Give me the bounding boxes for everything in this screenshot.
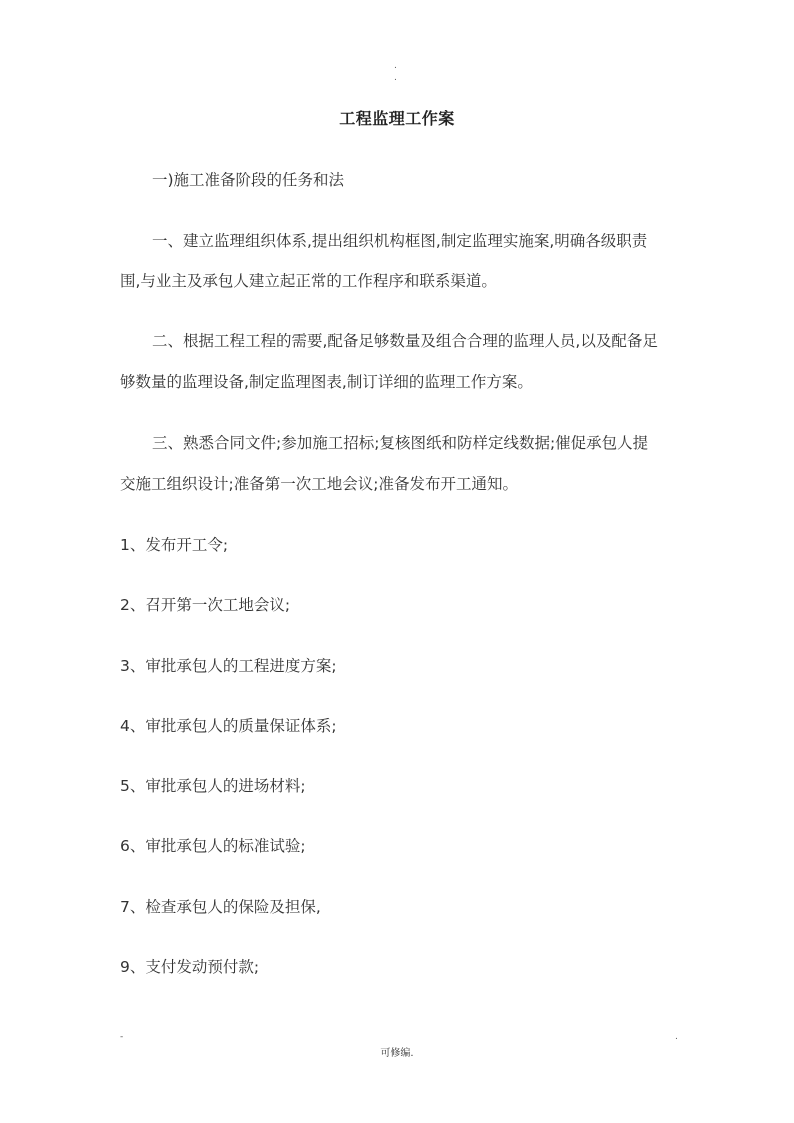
list-item: 1、发布开工令;	[120, 536, 229, 554]
paragraph-3-line-2: 交施工组织设计;准备第一次工地会议;准备发布开工通知。	[120, 475, 518, 493]
footer-text: 可修编.	[380, 1048, 414, 1059]
footer-right-mark: .	[675, 1032, 678, 1042]
paragraph-1-line-1: 一、建立监理组织体系,提出组织机构框图,制定监理实施案,明确各级职责	[152, 232, 648, 250]
section-heading: 一)施工准备阶段的任务和法	[152, 171, 345, 189]
paragraph-2-line-2: 够数量的监理设备,制定监理图表,制订详细的监理工作方案。	[120, 373, 533, 391]
header-dot-top: .	[394, 61, 397, 71]
paragraph-2-line-1: 二、根据工程工程的需要,配备足够数量及组合合理的监理人员,以及配备足	[152, 332, 658, 350]
list-item: 4、审批承包人的质量保证体系;	[120, 717, 337, 735]
document-title: 工程监理工作案	[339, 109, 455, 128]
paragraph-3-line-1: 三、熟悉合同文件;参加施工招标;复核图纸和防样定线数据;催促承包人提	[152, 434, 649, 452]
list-item: 5、审批承包人的进场材料;	[120, 777, 306, 795]
header-dot-bottom: .	[394, 73, 397, 83]
paragraph-1-line-2: 围,与业主及承包人建立起正常的工作程序和联系渠道。	[120, 272, 497, 290]
list-item: 7、检查承包人的保险及担保,	[120, 898, 321, 916]
list-item: 9、支付发动预付款;	[120, 958, 260, 976]
footer-left-mark: -	[120, 1032, 124, 1042]
list-item: 6、审批承包人的标准试验;	[120, 837, 306, 855]
list-item: 3、审批承包人的工程进度方案;	[120, 657, 337, 675]
list-item: 2、召开第一次工地会议;	[120, 596, 291, 614]
